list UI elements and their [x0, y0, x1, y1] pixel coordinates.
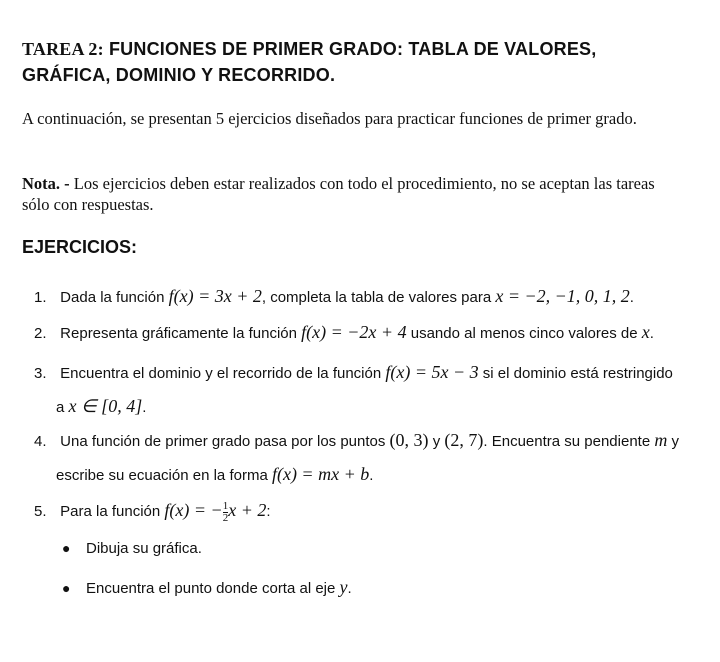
function-expression: f(x) = − — [164, 500, 223, 520]
bullet-item-1: ● Dibuja su gráfica. — [62, 536, 702, 561]
bullet-dot-icon: ● — [62, 540, 71, 556]
note-paragraph — [22, 173, 682, 215]
function-expression: f(x) = 5x − 3 — [385, 362, 479, 382]
intro-paragraph: A continuación, se presentan 5 ejercicios diseñados para practicar funciones de primer grado. — [22, 109, 637, 128]
title-part1: TAREA 2: — [22, 39, 104, 59]
note-label: Nota. - — [22, 174, 70, 193]
exercise-3: 3. Encuentra el dominio y el recorrido de la función f(x) = 5x − 3 si el dominio está restringido a x ∈ [0, 4]. — [34, 362, 673, 416]
fraction: $\frac{1}{2}$ — [222, 499, 229, 524]
exercise-5: 5. Para la función f(x) = − $\frac{1}{2}$ x + 2: — [34, 499, 271, 524]
title-part2: FUNCIONES DE PRIMER GRADO: TABLA DE VALORES, — [108, 39, 597, 59]
point-2: (2, 7) — [444, 430, 484, 450]
bullet-dot-icon: ● — [62, 580, 71, 596]
exercise-4: 4. Una función de primer grado pasa por los puntos (0, 3) y (2, 7). Encuentra su pendiente m y escribe su ecuación en la forma f(x) = mx + b. — [34, 430, 680, 484]
note-text: Los ejercicios deben estar realizados con todo el procedimiento, no se aceptan las tareas sólo con respuestas. — [22, 174, 655, 214]
title-line2: GRÁFICA, DOMINIO Y RECORRIDO. — [22, 65, 336, 85]
function-expression: f(x) = 3x + 2 — [168, 286, 262, 306]
values-expression: x = −2, −1, 0, 1, 2 — [495, 286, 630, 306]
bullet-item-2: ● Encuentra el punto donde corta al eje y. — [62, 575, 702, 601]
exercise-1: 1. Dada la función f(x) = 3x + 2, completa la tabla de valores para x = −2, −1, 0, 1, 2. — [34, 286, 634, 306]
page-title — [22, 36, 682, 88]
equation-form: f(x) = mx + b — [271, 464, 370, 484]
exercise-2: 2. Representa gráficamente la función f(x) = −2x + 4 usando al menos cinco valores de x. — [34, 322, 654, 342]
domain-expression: x ∈ [0, 4] — [68, 396, 143, 416]
section-title: EJERCICIOS: — [22, 237, 138, 257]
point-1: (0, 3) — [389, 430, 429, 450]
function-expression: f(x) = −2x + 4 — [301, 322, 407, 342]
